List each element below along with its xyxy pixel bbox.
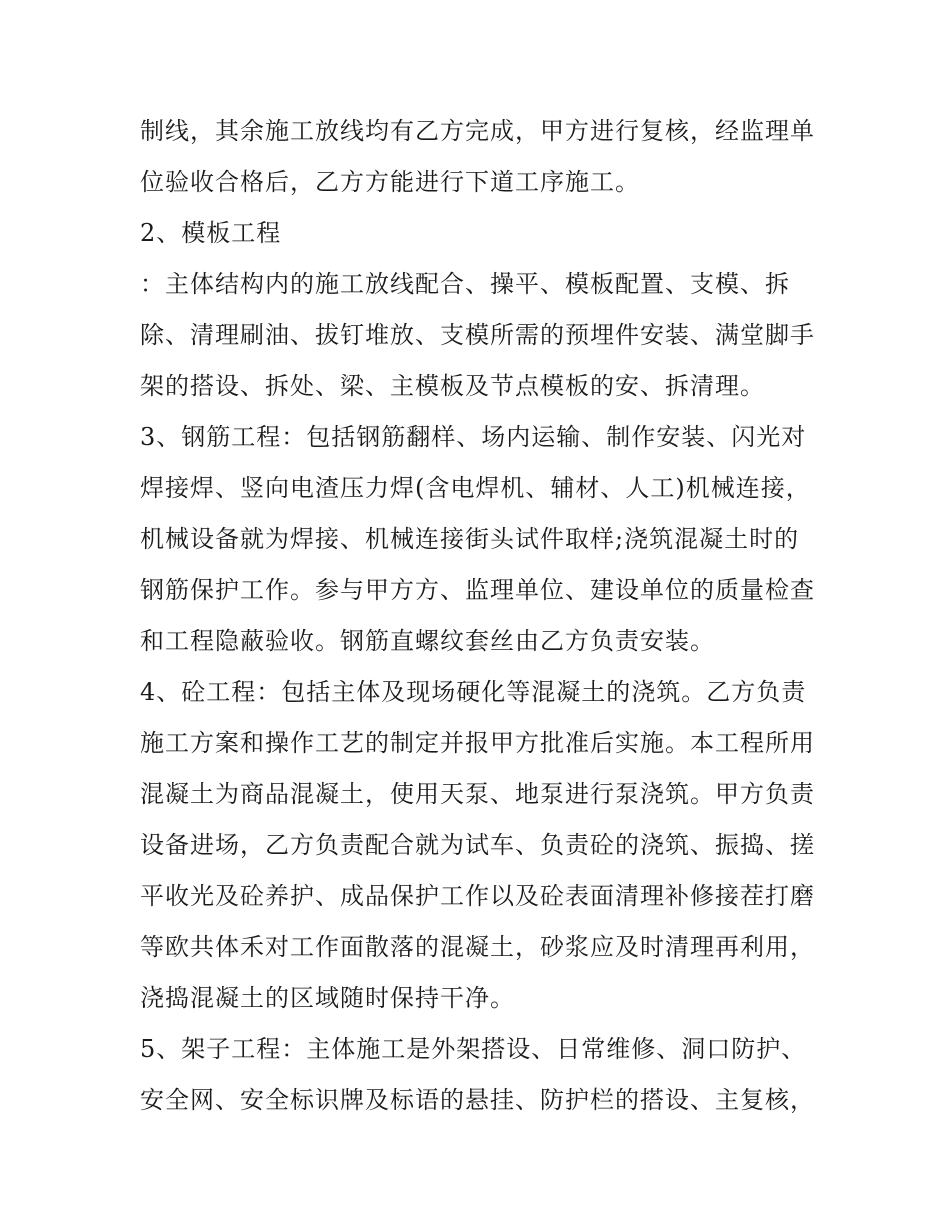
text-line: 机械设备就为焊接、机械连接街头试件取样;浇筑混凝土时的 xyxy=(140,525,800,553)
text-line: 平收光及砼养护、成品保护工作以及砼表面清理补修接茬打磨 xyxy=(140,882,815,910)
text-line: 安全网、安全标识牌及标语的悬挂、防护栏的搭设、主复核， xyxy=(140,1086,815,1114)
text-line: 等欧共体禾对工作面散落的混凝土，砂浆应及时清理再利用， xyxy=(140,933,815,961)
text-line: 浇捣混凝土的区域随时保持干净。 xyxy=(140,984,515,1012)
text-line: 和工程隐蔽验收。钢筋直螺纹套丝由乙方负责安装。 xyxy=(140,627,715,655)
text-line: 混凝土为商品混凝土，使用天泵、地泵进行泵浇筑。甲方负责 xyxy=(140,780,815,808)
section-line: 3、钢筋工程：包括钢筋翻样、场内运输、制作安装、闪光对 xyxy=(140,423,807,451)
document-body xyxy=(140,107,830,1127)
text-line: 除、清理刷油、拔钉堆放、支模所需的预埋件安装、满堂脚手 xyxy=(140,321,815,349)
section-line: 5、架子工程：主体施工是外架搭设、日常维修、洞口防护、 xyxy=(140,1035,807,1063)
text-line: 设备进场，乙方负责配合就为试车、负责砼的浇筑、振捣、搓 xyxy=(140,831,815,859)
text-line: ：主体结构内的施工放线配合、操平、模板配置、支模、拆 xyxy=(140,270,790,298)
section-line: 4、砼工程：包括主体及现场硬化等混凝土的浇筑。乙方负责 xyxy=(140,678,807,706)
text-line: 施工方案和操作工艺的制定并报甲方批准后实施。本工程所用 xyxy=(140,729,815,757)
text-line: 制线，其余施工放线均有乙方完成，甲方进行复核，经监理单 xyxy=(140,117,815,145)
text-line: 钢筋保护工作。参与甲方方、监理单位、建设单位的质量检查 xyxy=(140,576,815,604)
text-line: 焊接焊、竖向电渣压力焊(含电焊机、辅材、人工)机械连接， xyxy=(140,474,811,502)
text-line: 架的搭设、拆处、梁、主模板及节点模板的安、拆清理。 xyxy=(140,372,765,400)
section-heading: 2、模板工程 xyxy=(140,219,282,247)
text-line: 位验收合格后，乙方方能进行下道工序施工。 xyxy=(140,168,640,196)
